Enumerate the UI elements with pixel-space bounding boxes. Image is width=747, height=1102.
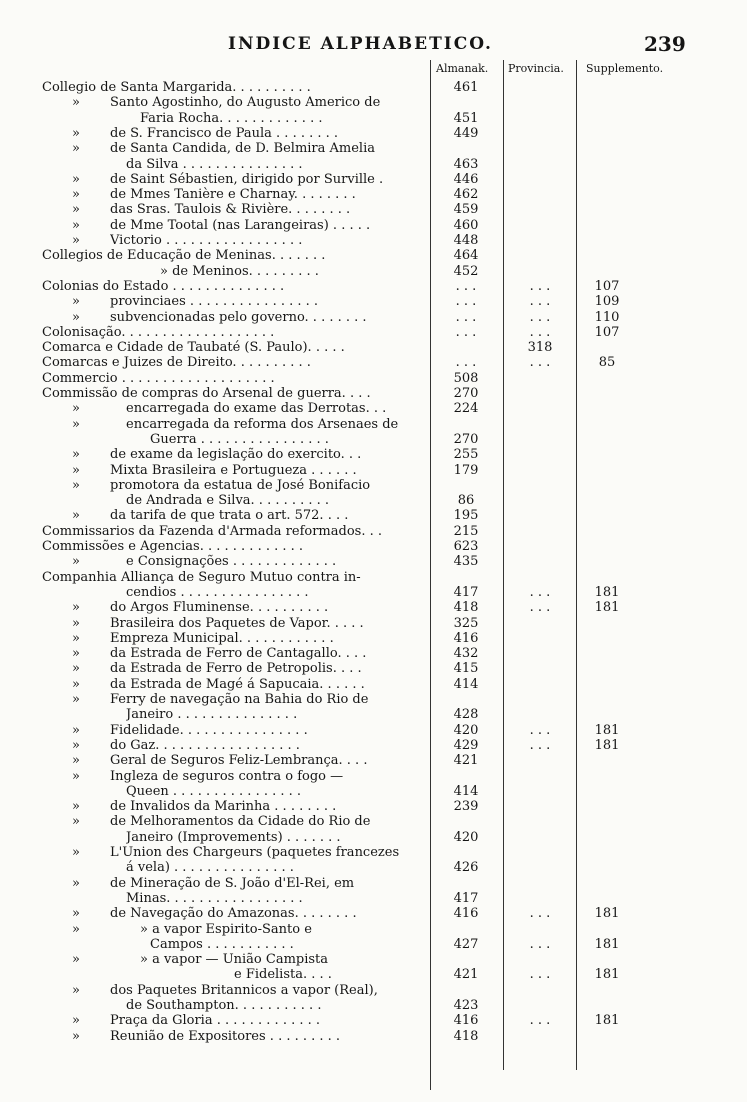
entry-text: Commissão de compras do Arsenal de guerra. . . . xyxy=(42,386,371,401)
almanak-ref: 417 xyxy=(453,584,479,600)
index-entry xyxy=(0,769,747,784)
index-entry xyxy=(0,386,747,401)
ditto-mark: » xyxy=(72,1013,80,1029)
ditto-mark: » xyxy=(72,646,80,662)
index-entry xyxy=(0,340,747,355)
index-entry xyxy=(0,233,747,248)
almanak-ref: 86 xyxy=(457,493,475,509)
entry-text: Commercio . . . . . . . . . . . . . . . . . . . xyxy=(42,370,275,386)
almanak-ref: 464 xyxy=(453,248,479,264)
ditto-mark: » xyxy=(72,722,80,738)
almanak-ref: 423 xyxy=(453,998,479,1013)
index-entry xyxy=(0,937,747,952)
index-entry xyxy=(0,325,747,340)
ditto-mark: » xyxy=(72,217,80,233)
ditto-mark: » xyxy=(72,187,80,203)
provincia-ref: 318 xyxy=(527,340,553,356)
ditto-mark: » xyxy=(72,906,80,922)
almanak-ref: 420 xyxy=(453,829,479,845)
entry-text: Queen . . . . . . . . . . . . . . . . xyxy=(126,783,302,799)
entry-text: Janeiro (Improvements) . . . . . . . xyxy=(126,829,341,845)
almanak-ref: 415 xyxy=(453,661,479,677)
index-entry xyxy=(0,95,747,110)
almanak-ref: 420 xyxy=(453,722,479,738)
index-entry xyxy=(0,585,747,600)
ditto-mark: » xyxy=(72,753,80,769)
almanak-ref: 452 xyxy=(453,263,479,279)
entry-text: Colonias do Estado . . . . . . . . . . . . . . xyxy=(42,278,285,294)
index-entry xyxy=(0,661,747,676)
index-entry xyxy=(0,983,747,998)
entry-text: Ingleza de seguros contra o fogo — xyxy=(110,768,344,784)
index-entry xyxy=(0,922,747,937)
provincia-ref: . . . xyxy=(529,722,551,738)
entry-text: Praça da Gloria . . . . . . . . . . . . . xyxy=(110,1013,321,1029)
index-entry xyxy=(0,646,747,661)
index-entry xyxy=(0,417,747,432)
almanak-ref: 421 xyxy=(453,967,479,983)
entry-text: Mixta Brasileira e Portugueza . . . . . . xyxy=(110,462,357,478)
entry-text: das Sras. Taulois & Rivière. . . . . . . . xyxy=(110,202,351,218)
almanak-ref: 508 xyxy=(453,370,479,386)
entry-text: Ferry de navegação na Bahia do Rio de xyxy=(110,692,369,707)
provincia-ref: . . . xyxy=(529,906,551,922)
almanak-ref: 462 xyxy=(453,187,479,203)
index-entry xyxy=(0,141,747,156)
entry-text: de Southampton. . . . . . . . . . . xyxy=(126,998,322,1013)
almanak-ref: 623 xyxy=(453,539,479,554)
almanak-ref: 459 xyxy=(453,202,479,218)
entry-text: Janeiro . . . . . . . . . . . . . . . xyxy=(126,707,298,723)
ditto-mark: » xyxy=(72,462,80,478)
supplemento-ref: 181 xyxy=(594,600,620,616)
entry-text: » a vapor Espirito-Santo e xyxy=(140,921,312,937)
almanak-ref: 414 xyxy=(453,676,479,692)
entry-text: do Argos Fluminense. . . . . . . . . . xyxy=(110,600,329,616)
index-entry xyxy=(0,126,747,141)
index-entry xyxy=(0,707,747,722)
almanak-ref: 239 xyxy=(453,799,479,815)
index-entry xyxy=(0,401,747,416)
provincia-ref: . . . xyxy=(529,278,551,294)
provincia-ref: . . . xyxy=(529,967,551,983)
index-entry xyxy=(0,463,747,478)
entry-text: » a vapor — União Campista xyxy=(140,952,329,968)
almanak-ref: 451 xyxy=(453,110,479,126)
index-entry xyxy=(0,723,747,738)
index-entry xyxy=(0,279,747,294)
page-title: INDICE ALPHABETICO. xyxy=(228,34,493,54)
supplemento-ref: 181 xyxy=(594,584,620,600)
entry-text: da tarifa de que trata o art. 572. . . . xyxy=(110,508,349,524)
supplemento-ref: 107 xyxy=(594,278,620,294)
almanak-ref: 421 xyxy=(453,753,479,769)
entry-text: encarregada da reforma dos Arsenaes de xyxy=(126,416,399,432)
entry-text: de S. Francisco de Paula . . . . . . . . xyxy=(110,125,339,141)
almanak-ref: 416 xyxy=(453,630,479,646)
entry-text: de Andrada e Silva. . . . . . . . . . xyxy=(126,493,330,509)
ditto-mark: » xyxy=(72,600,80,616)
index-entry xyxy=(0,478,747,493)
supplemento-ref: 181 xyxy=(594,1013,620,1029)
page-number: 239 xyxy=(644,32,686,56)
entry-text: Faria Rocha. . . . . . . . . . . . . xyxy=(140,110,323,126)
provincia-ref: . . . xyxy=(529,936,551,952)
provincia-ref: . . . xyxy=(529,584,551,600)
entry-text: Companhia Alliança de Seguro Mutuo contra in- xyxy=(42,569,361,585)
ditto-mark: » xyxy=(72,171,80,187)
ditto-mark: » xyxy=(72,233,80,248)
almanak-ref: 416 xyxy=(453,1013,479,1029)
index-entry xyxy=(0,1029,747,1044)
entry-text: Brasileira dos Paquetes de Vapor. . . . . xyxy=(110,615,364,631)
ditto-mark: » xyxy=(72,309,80,325)
index-entry xyxy=(0,432,747,447)
almanak-ref: 446 xyxy=(453,171,479,187)
almanak-ref: 460 xyxy=(453,217,479,233)
entry-text: promotora da estatua de José Bonifacio xyxy=(110,477,371,493)
entry-text: da Estrada de Ferro de Cantagallo. . . . xyxy=(110,646,367,662)
almanak-ref: 435 xyxy=(453,554,479,570)
column-header-provincia: Provincia. xyxy=(508,62,564,75)
entry-text: Empreza Municipal. . . . . . . . . . . . xyxy=(110,630,334,646)
index-entry xyxy=(0,600,747,615)
almanak-ref: 448 xyxy=(453,233,479,248)
ditto-mark: » xyxy=(72,95,80,111)
entry-text: do Gaz. . . . . . . . . . . . . . . . . . xyxy=(110,737,300,753)
almanak-ref: . . . xyxy=(455,324,477,340)
index-entry xyxy=(0,799,747,814)
index-entry xyxy=(0,784,747,799)
index-entry xyxy=(0,814,747,829)
almanak-ref: 325 xyxy=(453,615,479,631)
provincia-ref: . . . xyxy=(529,294,551,310)
almanak-ref: 429 xyxy=(453,737,479,753)
column-header-supplemento: Supplemento. xyxy=(586,62,664,75)
column-header-almanak: Almanak. xyxy=(436,62,489,75)
entry-text: de Santa Candida, de D. Belmira Amelia xyxy=(110,141,376,157)
supplemento-ref: 107 xyxy=(594,324,620,340)
ditto-mark: » xyxy=(72,982,80,998)
almanak-ref: 416 xyxy=(453,906,479,922)
entry-text: e Consignações . . . . . . . . . . . . . xyxy=(126,554,337,570)
index-entry xyxy=(0,264,747,279)
index-entry xyxy=(0,860,747,875)
page-header xyxy=(0,34,747,56)
ditto-mark: » xyxy=(72,875,80,891)
almanak-ref: . . . xyxy=(455,355,477,371)
index-entry xyxy=(0,891,747,906)
index-entry xyxy=(0,111,747,126)
entry-text: Commissarios da Fazenda d'Armada reformados. . . xyxy=(42,523,382,539)
supplemento-ref: 181 xyxy=(594,936,620,952)
entry-text: Geral de Seguros Feliz-Lembrança. . . . xyxy=(110,753,368,769)
entry-text: L'Union des Chargeurs (paquetes francezes xyxy=(110,845,400,860)
supplemento-ref: 181 xyxy=(594,906,620,922)
index-entry xyxy=(0,248,747,263)
ditto-mark: » xyxy=(72,477,80,493)
entry-text: Santo Agostinho, do Augusto Americo de xyxy=(110,95,381,111)
ditto-mark: » xyxy=(72,799,80,815)
ditto-mark: » xyxy=(72,447,80,463)
ditto-mark: » xyxy=(72,416,80,432)
index-entry xyxy=(0,738,747,753)
ditto-mark: » xyxy=(72,921,80,937)
entry-text: de Invalidos da Marinha . . . . . . . . xyxy=(110,799,337,815)
almanak-ref: 195 xyxy=(453,508,479,524)
entry-text: Commissões e Agencias. . . . . . . . . . . . . xyxy=(42,539,304,554)
almanak-ref: 449 xyxy=(453,125,479,141)
almanak-ref: 215 xyxy=(453,523,479,539)
supplemento-ref: 181 xyxy=(594,967,620,983)
entry-text: Collegio de Santa Margarida. . . . . . . . . . xyxy=(42,80,311,95)
entry-text: Minas. . . . . . . . . . . . . . . . . xyxy=(126,890,303,906)
ditto-mark: » xyxy=(72,814,80,830)
ditto-mark: » xyxy=(72,661,80,677)
supplemento-ref: 109 xyxy=(594,294,620,310)
index-entry xyxy=(0,631,747,646)
index-entry xyxy=(0,1013,747,1028)
almanak-ref: 426 xyxy=(453,860,479,876)
entry-text: Colonisação. . . . . . . . . . . . . . . . . . . xyxy=(42,324,275,340)
provincia-ref: . . . xyxy=(529,1013,551,1029)
index-entry xyxy=(0,294,747,309)
ditto-mark: » xyxy=(72,1028,80,1044)
almanak-ref: . . . xyxy=(455,294,477,310)
entry-text: Fidelidade. . . . . . . . . . . . . . . . xyxy=(110,722,308,738)
entry-text: Collegios de Educação de Meninas. . . . . . . xyxy=(42,248,326,264)
index-entry xyxy=(0,845,747,860)
almanak-ref: 270 xyxy=(453,386,479,401)
index-entry xyxy=(0,616,747,631)
provincia-ref: . . . xyxy=(529,324,551,340)
ditto-mark: » xyxy=(72,845,80,860)
almanak-ref: 463 xyxy=(453,156,479,172)
index-entry xyxy=(0,753,747,768)
almanak-ref: 224 xyxy=(453,401,479,417)
entry-text: de Mme Tootal (nas Larangeiras) . . . . . xyxy=(110,217,371,233)
index-entry xyxy=(0,80,747,95)
ditto-mark: » xyxy=(72,554,80,570)
entry-text: cendios . . . . . . . . . . . . . . . . xyxy=(126,584,309,600)
almanak-ref: . . . xyxy=(455,278,477,294)
entry-text: Comarcas e Juizes de Direito. . . . . . . . . . xyxy=(42,355,311,371)
index-entry xyxy=(0,967,747,982)
index-entry xyxy=(0,355,747,370)
supplemento-ref: 181 xyxy=(594,737,620,753)
index-entry xyxy=(0,218,747,233)
entry-text: á vela) . . . . . . . . . . . . . . . xyxy=(126,860,294,876)
index-entry xyxy=(0,524,747,539)
index-entry xyxy=(0,570,747,585)
entry-text: da Estrada de Ferro de Petropolis. . . . xyxy=(110,661,362,677)
entry-text: de exame da legislação do exercito. . . xyxy=(110,447,362,463)
provincia-ref: . . . xyxy=(529,355,551,371)
ditto-mark: » xyxy=(72,615,80,631)
index-entry xyxy=(0,876,747,891)
ditto-mark: » xyxy=(72,768,80,784)
index-entry xyxy=(0,310,747,325)
entry-text: de Mineração de S. João d'El-Rei, em xyxy=(110,875,355,891)
almanak-ref: 418 xyxy=(453,1028,479,1044)
index-entry xyxy=(0,677,747,692)
entry-text: de Navegação do Amazonas. . . . . . . . xyxy=(110,906,357,922)
entry-text: » de Meninos. . . . . . . . . xyxy=(160,263,319,279)
entry-text: encarregada do exame das Derrotas. . . xyxy=(126,401,387,417)
ditto-mark: » xyxy=(72,952,80,968)
entry-text: Guerra . . . . . . . . . . . . . . . . xyxy=(150,431,329,447)
entry-text: Comarca e Cidade de Taubaté (S. Paulo). . . . . xyxy=(42,340,345,356)
ditto-mark: » xyxy=(72,294,80,310)
index-entry xyxy=(0,172,747,187)
almanak-ref: . . . xyxy=(455,309,477,325)
ditto-mark: » xyxy=(72,692,80,707)
index-entry xyxy=(0,692,747,707)
almanak-ref: 428 xyxy=(453,707,479,723)
entry-text: de Melhoramentos da Cidade do Rio de xyxy=(110,814,371,830)
index-entry xyxy=(0,371,747,386)
entry-text: e Fidelista. . . . xyxy=(234,967,332,983)
entry-text: Campos . . . . . . . . . . . xyxy=(150,936,294,952)
index-entry xyxy=(0,157,747,172)
provincia-ref: . . . xyxy=(529,309,551,325)
entry-text: Victorio . . . . . . . . . . . . . . . . . xyxy=(110,233,303,248)
index-entry xyxy=(0,493,747,508)
index-entry xyxy=(0,906,747,921)
entry-text: dos Paquetes Britannicos a vapor (Real), xyxy=(110,982,378,998)
index-entry xyxy=(0,998,747,1013)
index-entry xyxy=(0,539,747,554)
ditto-mark: » xyxy=(72,508,80,524)
supplemento-ref: 85 xyxy=(598,355,616,371)
index-entry xyxy=(0,187,747,202)
provincia-ref: . . . xyxy=(529,600,551,616)
supplemento-ref: 110 xyxy=(594,309,620,325)
entry-text: da Estrada de Magé á Sapucaia. . . . . . xyxy=(110,676,365,692)
ditto-mark: » xyxy=(72,676,80,692)
almanak-ref: 461 xyxy=(453,80,479,95)
supplemento-ref: 181 xyxy=(594,722,620,738)
almanak-ref: 418 xyxy=(453,600,479,616)
ditto-mark: » xyxy=(72,630,80,646)
entry-text: de Mmes Tanière e Charnay. . . . . . . . xyxy=(110,187,356,203)
ditto-mark: » xyxy=(72,141,80,157)
index-entry xyxy=(0,554,747,569)
almanak-ref: 179 xyxy=(453,462,479,478)
index-entry xyxy=(0,508,747,523)
ditto-mark: » xyxy=(72,125,80,141)
entry-text: da Silva . . . . . . . . . . . . . . . xyxy=(126,156,303,172)
almanak-ref: 427 xyxy=(453,936,479,952)
almanak-ref: 255 xyxy=(453,447,479,463)
almanak-ref: 270 xyxy=(453,431,479,447)
ditto-mark: » xyxy=(72,401,80,417)
index-entry xyxy=(0,202,747,217)
entry-text: provinciaes . . . . . . . . . . . . . . . . xyxy=(110,294,319,310)
ditto-mark: » xyxy=(72,202,80,218)
index-entry xyxy=(0,830,747,845)
entry-text: de Saint Sébastien, dirigido por Surville . xyxy=(110,171,384,187)
entry-text: Reunião de Expositores . . . . . . . . . xyxy=(110,1028,341,1044)
index-entry xyxy=(0,447,747,462)
almanak-ref: 432 xyxy=(453,646,479,662)
ditto-mark: » xyxy=(72,737,80,753)
almanak-ref: 417 xyxy=(453,890,479,906)
provincia-ref: . . . xyxy=(529,737,551,753)
entry-text: subvencionadas pelo governo. . . . . . . . xyxy=(110,309,367,325)
almanak-ref: 414 xyxy=(453,783,479,799)
index-entry xyxy=(0,952,747,967)
